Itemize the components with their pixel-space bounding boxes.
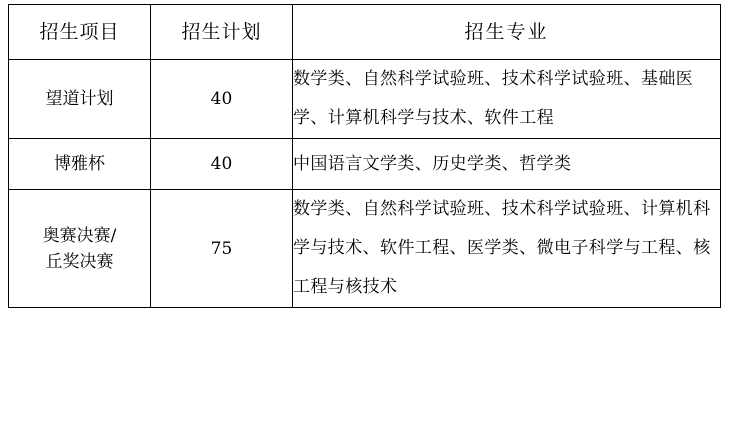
column-header-majors: 招生专业 <box>293 5 721 60</box>
cell-program <box>9 60 151 139</box>
cell-quota: 40 <box>151 139 293 190</box>
cell-majors: 数学类、自然科学试验班、技术科学试验班、计算机科学与技术、软件工程、医学类、微电子科学与工程、核工程与核技术 <box>293 190 721 308</box>
cell-quota: 75 <box>151 190 293 308</box>
table-row <box>9 60 721 139</box>
cell-program <box>9 190 151 308</box>
column-header-program: 招生项目 <box>9 5 151 60</box>
table-row <box>9 139 721 190</box>
column-header-quota: 招生计划 <box>151 5 293 60</box>
admission-table <box>8 4 721 308</box>
program-line: 奥赛决赛/ <box>42 225 117 246</box>
program-line: 望道计划 <box>45 89 114 109</box>
table-body <box>9 60 721 308</box>
cell-majors: 中国语言文学类、历史学类、哲学类 <box>293 139 721 190</box>
cell-program <box>9 139 151 190</box>
cell-majors: 数学类、自然科学试验班、技术科学试验班、基础医学、计算机科学与技术、软件工程 <box>293 60 721 139</box>
table-header-row <box>9 5 721 60</box>
program-line: 丘奖决赛 <box>45 251 114 272</box>
table-header <box>9 5 721 60</box>
table-row <box>9 190 721 308</box>
cell-quota: 40 <box>151 60 293 139</box>
program-line: 博雅杯 <box>54 154 105 174</box>
